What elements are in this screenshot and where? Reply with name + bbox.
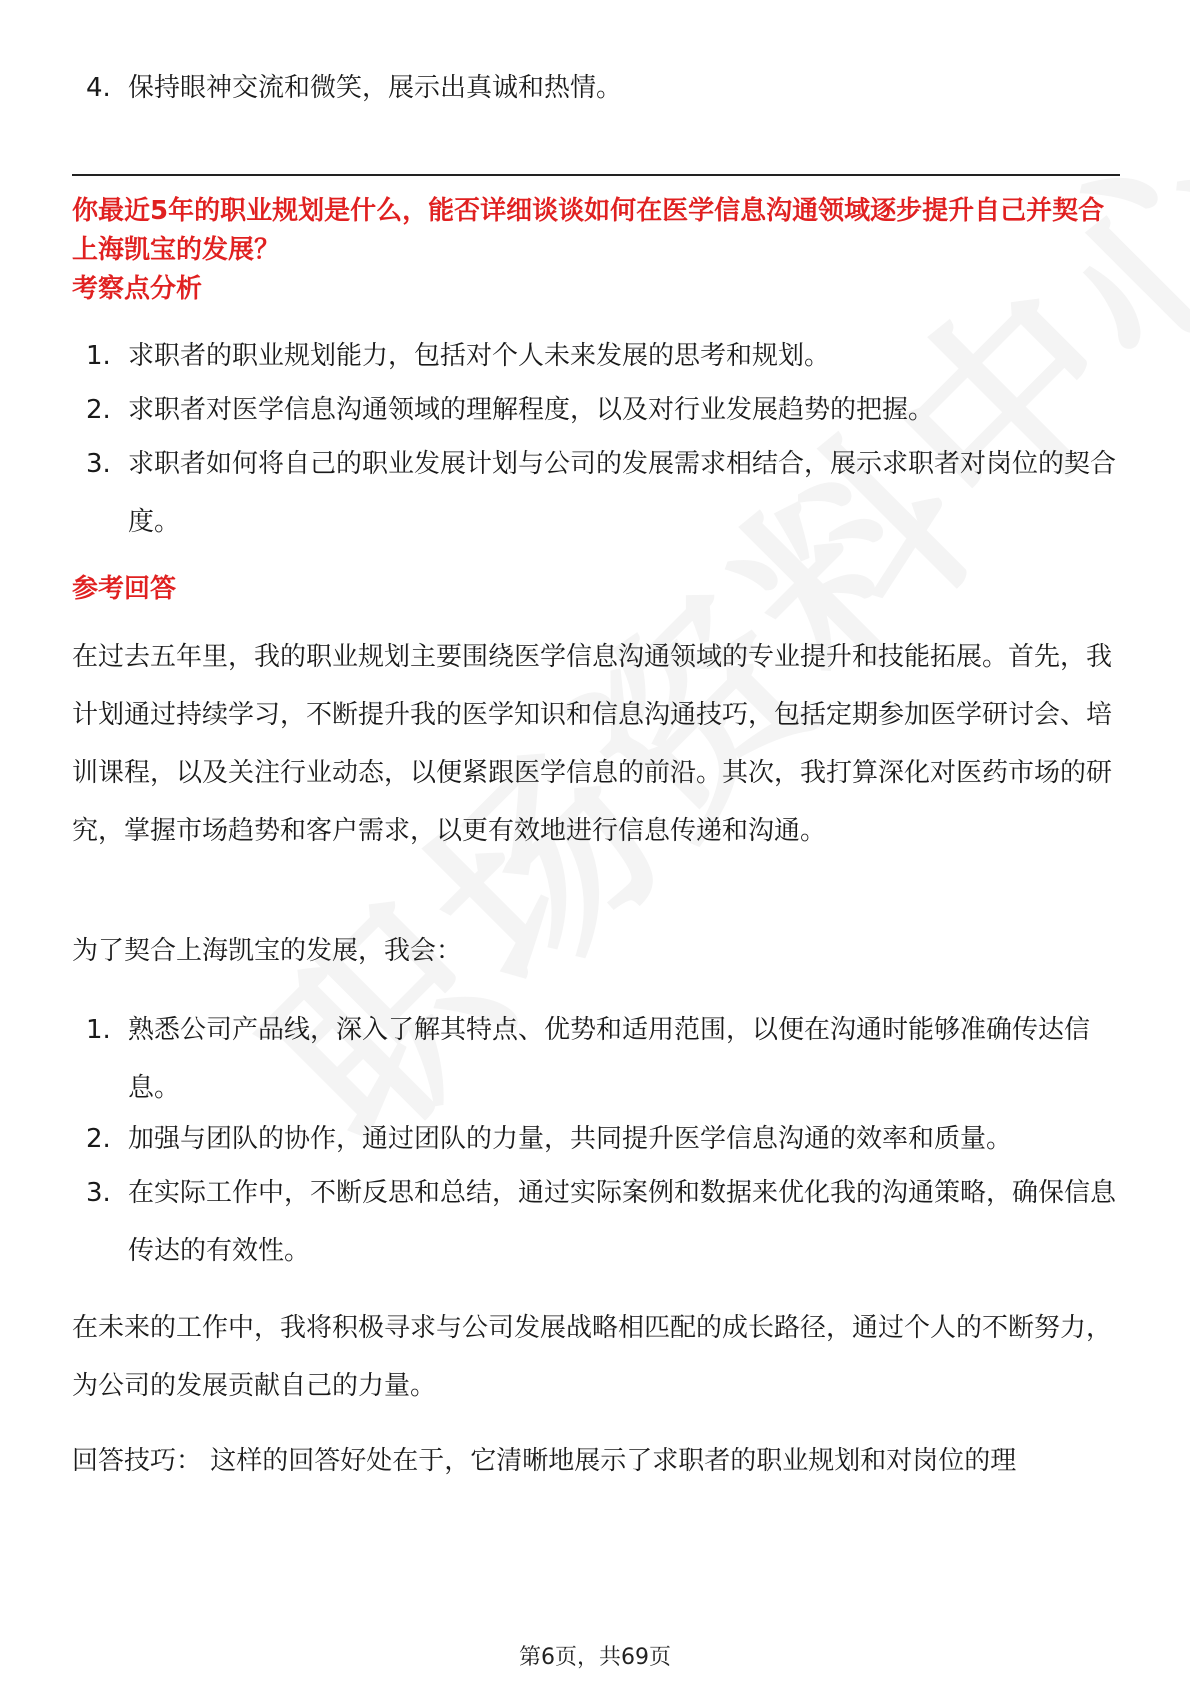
analysis-item <box>72 435 1120 551</box>
analysis-heading: 考察点分析 <box>72 274 203 304</box>
list-text: 熟悉公司产品线，深入了解其特点、优势和适用范围，以便在沟通时能够准确传达信息。 <box>128 1015 1091 1103</box>
page-number: 第6页，共69页 <box>519 1645 671 1670</box>
answer-paragraph: 为了契合上海凯宝的发展，我会： <box>72 936 463 966</box>
analysis-item <box>72 381 1120 439</box>
section-divider <box>72 174 1120 176</box>
answer-item <box>72 1001 1120 1117</box>
answer-item <box>72 1110 1120 1168</box>
answer-item <box>72 1164 1120 1280</box>
list-text: 求职者对医学信息沟通领域的理解程度，以及对行业发展趋势的把握。 <box>128 395 935 425</box>
list-number: 4. <box>86 73 111 103</box>
closing-paragraph: 在未来的工作中，我将积极寻求与公司发展战略相匹配的成长路径，通过个人的不断努力，为公司的发展贡献自己的力量。 <box>72 1313 1113 1401</box>
list-text: 求职者如何将自己的职业发展计划与公司的发展需求相结合，展示求职者对岗位的契合度。 <box>128 449 1117 537</box>
list-number: 1. <box>86 1015 111 1045</box>
answer-tip: 回答技巧： 这样的回答好处在于，它清晰地展示了求职者的职业规划和对岗位的理 <box>72 1446 1017 1476</box>
list-number: 2. <box>86 1124 111 1154</box>
list-number: 1. <box>86 341 111 371</box>
list-number: 2. <box>86 395 111 425</box>
list-number: 3. <box>86 1178 111 1208</box>
list-number: 3. <box>86 449 111 479</box>
list-text: 加强与团队的协作，通过团队的力量，共同提升医学信息沟通的效率和质量。 <box>128 1124 1013 1154</box>
question-heading: 你最近5年的职业规划是什么，能否详细谈谈如何在医学信息沟通领域逐步提升自己并契合上海凯宝的发展？ <box>72 196 1105 265</box>
answer-paragraph: 在过去五年里，我的职业规划主要围绕医学信息沟通领域的专业提升和技能拓展。首先，我计划通过持续学习，不断提升我的医学知识和信息沟通技巧，包括定期参加医学研讨会、培训课程，以及关注行业动态，以便紧跟医学信息的前沿。其次，我打算深化对医药市场的研究，掌握市场趋势和客户需求，以更有效地进行信息传递和沟通。 <box>72 642 1113 846</box>
list-text: 在实际工作中，不断反思和总结，通过实际案例和数据来优化我的沟通策略，确保信息传达的有效性。 <box>128 1178 1117 1266</box>
answer-heading: 参考回答 <box>72 574 177 604</box>
analysis-item <box>72 327 1120 385</box>
list-item <box>72 59 1120 117</box>
list-text: 保持眼神交流和微笑，展示出真诚和热情。 <box>128 73 623 103</box>
list-text: 求职者的职业规划能力，包括对个人未来发展的思考和规划。 <box>128 341 831 371</box>
